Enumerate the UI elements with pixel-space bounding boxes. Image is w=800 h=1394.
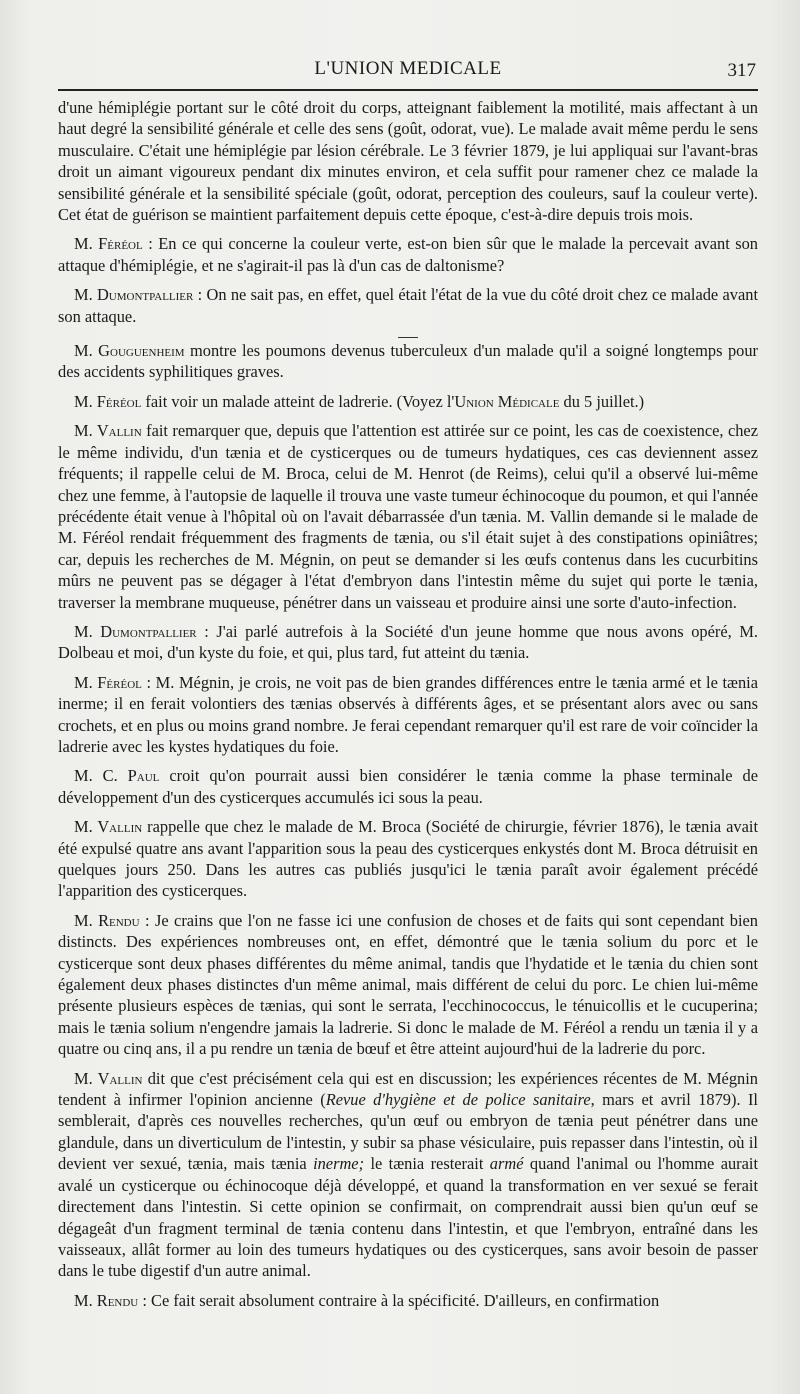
paragraph (58, 672, 758, 758)
paragraph (58, 1290, 758, 1311)
paragraph-text: croit qu'on pourrait aussi bien considérer le tænia comme la phase terminale de développement d'un des cysticerques accumulés ici sous la peau. (58, 766, 758, 807)
emphasis-term: armé (489, 1154, 524, 1174)
paragraph-text: montre les poumons devenus tuberculeux d'un malade qu'il a soigné longtemps pour des accidents syphilitiques graves. (58, 341, 758, 382)
paragraph-text: dit que c'est précisément cela qui est en discussion; les expériences récentes de M. Mégnin tendent à infirmer l'opinion ancienne ( (58, 1068, 758, 1110)
paragraph (58, 97, 758, 225)
paragraph-text: : Je crains que l'on ne fasse ici une confusion de choses et de faits qui sont cependant bien distincts. Des expériences nombreuses ont, en effet, démontré que le tænia solium du porc et le cysticerque sont deux phases différentes du même animal, tandis que l'hydatide et le tænia du chien sont également deux phases distinctes d'un même animal, mais différent de celui du porc. Le chien lui-même présente plusieurs espèces de tænias, qui sont le serrata, l'ecchinococcus, le ténuicollis et le cucuperina; mais le tænia solium n'engendre jamais la ladrerie. Si donc le malade de M. Féréol a rendu un tænia il y a quatre ou cinq ans, il a pu rendre un tænia de bœuf et être atteint aujourd'hui de la ladrerie du porc. (58, 910, 758, 1059)
paragraph (58, 621, 758, 664)
speaker-name: M. Vallin (74, 817, 143, 837)
paragraph-text: rappelle que chez le malade de M. Broca (Société de chirurgie, février 1876), le tænia avait été expulsé quatre ans avant l'apparition sous la peau des cysticerques enkystés dont M. Broca détruisit en quelques jours 250. Dans les autres cas publiés jusqu'ici le tænia paraît avoir également précédé l'apparition des cysticerques. (58, 817, 758, 901)
page-number: 317 (727, 60, 756, 81)
article-body (58, 97, 758, 1319)
speaker-name: M. Vallin (74, 421, 142, 441)
speaker-name: M. Féréol (74, 391, 142, 411)
paragraph (58, 340, 758, 383)
emphasis-term: inerme; (313, 1154, 365, 1174)
paragraph (58, 420, 758, 613)
paragraph (58, 910, 758, 1060)
paragraph-text: : Ce fait serait absolument contraire à la spécificité. D'ailleurs, en confirmation (138, 1290, 660, 1310)
speaker-name: M. C. Paul (74, 766, 160, 786)
speaker-name: M. Gouguenheim (74, 341, 185, 361)
running-title: L'UNION MEDICALE (314, 58, 502, 79)
paragraph (58, 233, 758, 276)
speaker-name: M. Rendu (74, 910, 140, 930)
paragraph (58, 765, 758, 808)
paragraph (58, 1068, 758, 1282)
paragraph (58, 816, 758, 902)
paragraph-text: le tænia resterait (364, 1154, 490, 1174)
paragraph-text: quand l'animal ou l'homme aurait avalé un cysticerque ou échinocoque déjà développé, et quand la transformation en ver sexué se ferait directement dans l'intestin. Si cette opinion se confirmait, on comprendrait aussi bien qu'un œuf se dégageât d'un fragment terminal de tænia contenu dans l'intestin, et que l'embryon, entraîné dans les vaisseaux, allât former au loin des tumeurs hydatiques ou des cysticerques, sans avoir besoin de passer dans le tube digestif d'un autre animal. (58, 1154, 759, 1281)
paragraph-text: fait remarquer que, depuis que l'attention est attirée sur ce point, les cas de coexistence, chez le même individu, d'un tænia et de cysticerques ou de tumeurs hydatiques, ces cas deviennent assez fréquents; il rappelle celui de M. Broca, celui de M. Henrot (de Reims), celui qu'il a observé lui-même chez une femme, à l'autopsie de laquelle il trouva une vaste tumeur échinocoque du poumon, et qui l'année précédente était venue à l'hôpital où on l'avait débarrassée d'un tænia. M. Vallin demande si le malade de M. Féréol rendait fréquemment des fragments de tænia, ou s'il était sujet à des constipations opiniâtres; car, depuis les recherches de M. Mégnin, on peut se demander si les œufs contenus dans les cucurbitins mûrs ne peuvent pas se dégager à l'état d'embryon dans l'intestin même du sujet qui porte le tænia, traverser la membrane muqueuse, pénétrer dans un vaisseau et produire ainsi une sorte d'auto-infection. (58, 421, 758, 612)
paragraph-text: du 5 juillet.) (559, 391, 645, 411)
paragraph-text: d'une hémiplégie portant sur le côté droit du corps, atteignant faiblement la motilité, mais affectant à un haut degré la sensibilité générale et celle des sens (goût, odorat, vue). Le malade avait même perdu le sens musculaire. C'était une hémiplégie par lésion cérébrale. Le 3 février 1879, je lui appliquai sur l'avant-bras droit un aimant vigoureux pendant dix minutes environ, et cela suffit pour ramener chez ce malade la sensibilité générale et la sensibilité spéciale (goût, odorat, perception des couleurs, sauf la couleur verte). Cet état de guérison se maintient parfaitement depuis cette époque, c'est-à-dire depuis trois mois. (58, 98, 758, 225)
speaker-name: M. Dumontpallier (74, 285, 194, 305)
header-rule (58, 89, 758, 91)
speaker-name: M. Rendu (74, 1290, 139, 1310)
paragraph-text: : M. Mégnin, je crois, ne voit pas de bien grandes différences entre le tænia armé et le tænia inerme; il en ferait volontiers des tænias observés à différents âges, et se présentant alors avec ou sans crochets, et en plus ou moins grand nombre. Je ferai cependant remarquer qu'il est rare de voir coïncider la ladrerie avec les kystes hydatiques du foie. (58, 672, 758, 756)
section-separator (58, 329, 758, 338)
speaker-name: M. Féréol (74, 234, 143, 254)
paragraph-text: : J'ai parlé autrefois à la Société d'un jeune homme que nous avons opéré, M. Dolbeau et moi, d'un kyste du foie, et qui, plus tard, fut atteint du tænia. (58, 621, 758, 663)
speaker-name: M. Dumontpallier (74, 621, 197, 641)
paragraph-text: : En ce qui concerne la couleur verte, est-on bien sûr que le malade la percevait avant son attaque d'hémiplégie, et ne s'agirait-il pas là d'un cas de daltonisme? (58, 234, 758, 275)
paragraph (58, 284, 758, 327)
paragraph-text: : On ne sait pas, en effet, quel était l'état de la vue du côté droit chez ce malade avant son attaque. (58, 285, 758, 326)
page-header (58, 58, 758, 88)
speaker-name: M. Féréol (74, 672, 142, 692)
paragraph-text: fait voir un malade atteint de ladrerie. (Voyez l' (141, 391, 455, 411)
paragraph (58, 391, 758, 412)
citation-title: Revue d'hygiène et de police sanitaire (325, 1090, 591, 1110)
journal-name: Union Médicale (454, 391, 560, 411)
paragraph-text: , mars et avril 1879). Il semblerait, d'après ces nouvelles recherches, qu'un œuf ou embryon de tænia peut pénétrer dans une glandule, dans un diverticulum de l'intestin, y subir sa phase vésiculaire, puis repasser dans l'intestin, où il devient ver sexué, tænia, mais tænia (58, 1090, 758, 1174)
speaker-name: M. Vallin (74, 1068, 143, 1088)
